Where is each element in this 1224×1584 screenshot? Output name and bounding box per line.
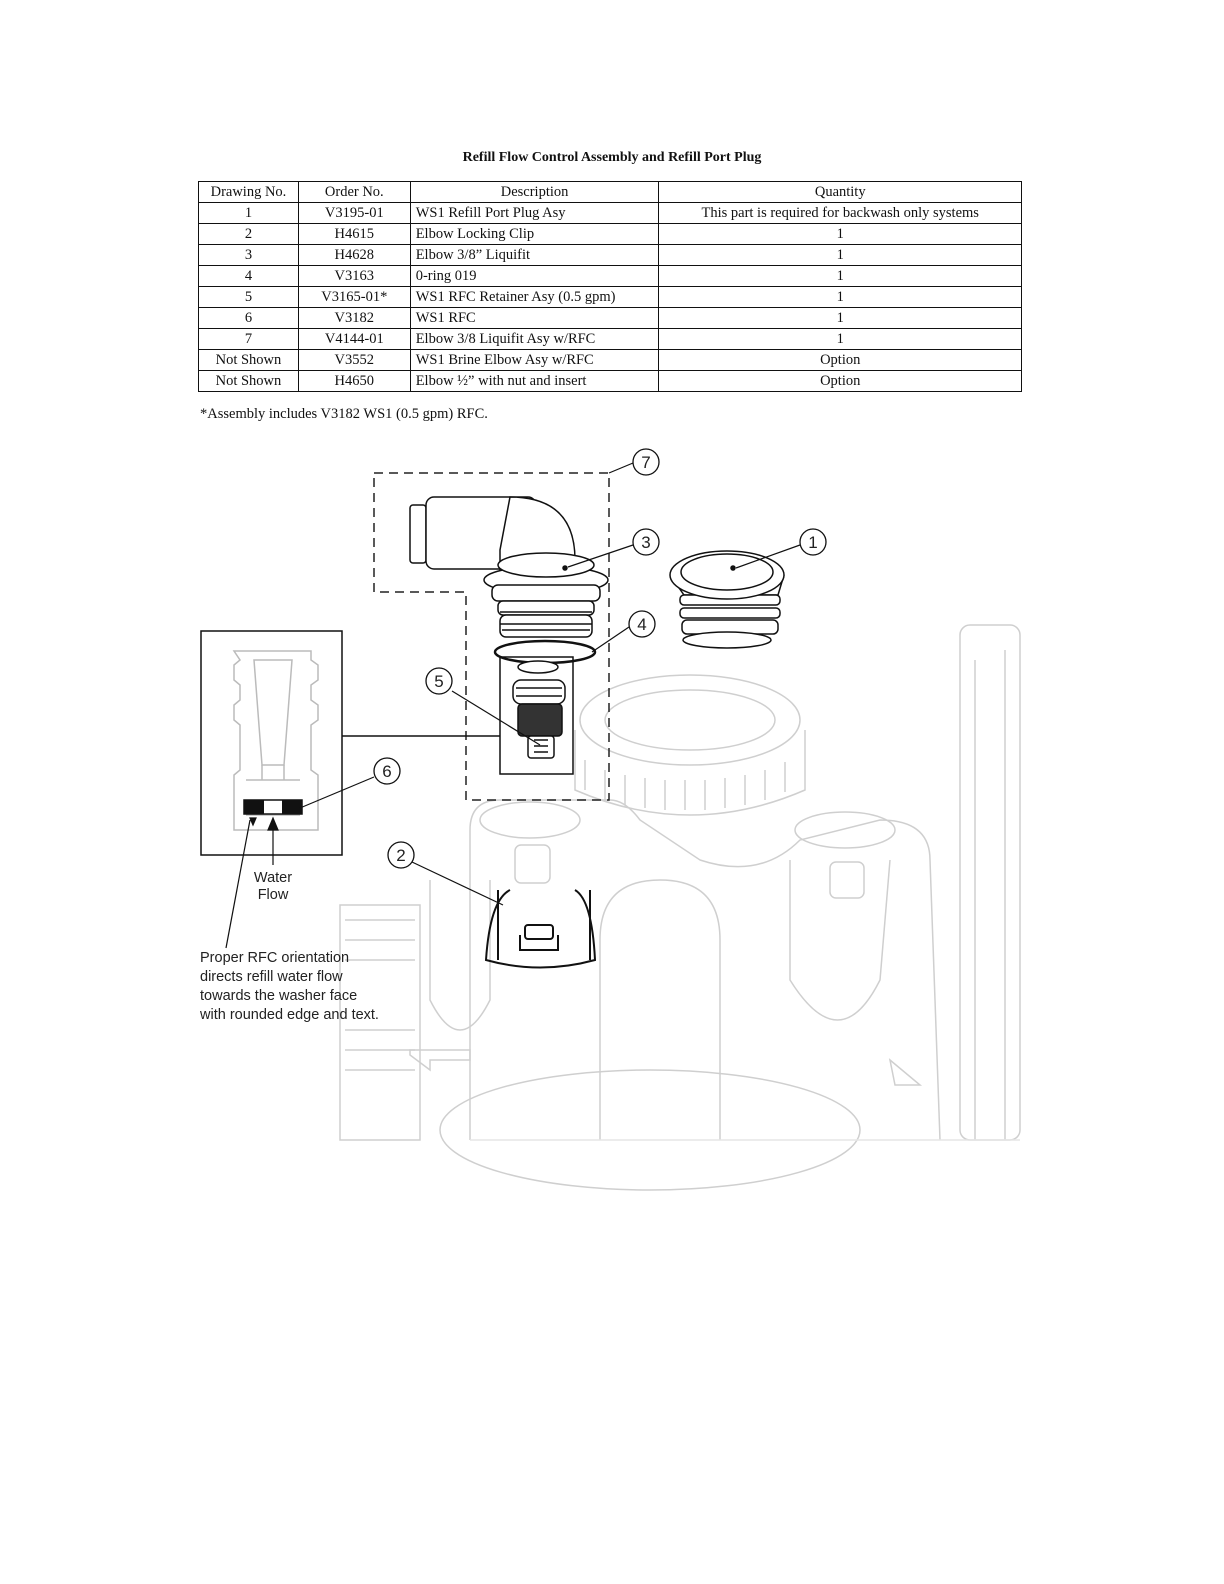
elbow-locking-clip-part [486, 890, 595, 968]
cell-order-no: V3163 [298, 266, 410, 287]
cell-drawing-no: 2 [199, 224, 299, 245]
callout-7 [633, 449, 659, 475]
callout-2 [388, 842, 414, 868]
elbow-part [410, 497, 608, 637]
cell-quantity: 1 [659, 287, 1022, 308]
cell-drawing-no: Not Shown [199, 350, 299, 371]
cell-drawing-no: Not Shown [199, 371, 299, 392]
svg-text:6: 6 [382, 762, 392, 781]
cell-order-no: V3165-01* [298, 287, 410, 308]
page-title: Refill Flow Control Assembly and Refill Port Plug [462, 150, 762, 165]
cell-description: Elbow Locking Clip [410, 224, 659, 245]
cell-order-no: V3552 [298, 350, 410, 371]
header-quantity: Quantity [659, 182, 1022, 203]
orientation-note-line2: directs refill water flow [200, 969, 343, 985]
svg-text:7: 7 [641, 453, 651, 472]
orientation-note-line4: with rounded edge and text. [200, 1007, 379, 1023]
o-ring-part [495, 641, 595, 663]
cell-quantity: 1 [659, 224, 1022, 245]
cell-order-no: V4144-01 [298, 329, 410, 350]
callout-1 [800, 529, 826, 555]
cell-quantity: 1 [659, 308, 1022, 329]
cell-order-no: H4650 [298, 371, 410, 392]
cell-description: WS1 Brine Elbow Asy w/RFC [410, 350, 659, 371]
header-order-no: Order No. [298, 182, 410, 203]
cell-order-no: H4615 [298, 224, 410, 245]
cell-quantity: 1 [659, 266, 1022, 287]
cell-description: 0-ring 019 [410, 266, 659, 287]
water-flow-label-line2: Flow [257, 887, 289, 903]
cell-order-no: H4628 [298, 245, 410, 266]
cell-drawing-no: 1 [199, 203, 299, 224]
cell-drawing-no: 6 [199, 308, 299, 329]
rfc-washer [244, 800, 302, 814]
cell-drawing-no: 7 [199, 329, 299, 350]
cell-quantity: 1 [659, 329, 1022, 350]
cell-description: Elbow ½” with nut and insert [410, 371, 659, 392]
svg-text:4: 4 [637, 615, 647, 634]
svg-text:3: 3 [641, 533, 651, 552]
rfc-retainer-part [513, 661, 565, 758]
cell-order-no: V3182 [298, 308, 410, 329]
cell-quantity: 1 [659, 245, 1022, 266]
cell-description: Elbow 3/8” Liquifit [410, 245, 659, 266]
cell-description: WS1 Refill Port Plug Asy [410, 203, 659, 224]
cell-description: Elbow 3/8 Liquifit Asy w/RFC [410, 329, 659, 350]
cell-quantity: This part is required for backwash only systems [659, 203, 1022, 224]
callout-6 [374, 758, 400, 784]
callout-5 [426, 668, 452, 694]
cell-drawing-no: 3 [199, 245, 299, 266]
svg-text:1: 1 [808, 533, 818, 552]
valve-body-drawing [340, 625, 1020, 1190]
header-drawing-no: Drawing No. [199, 182, 299, 203]
callout-3 [633, 529, 659, 555]
table-footnote: *Assembly includes V3182 WS1 (0.5 gpm) RFC. [200, 406, 488, 422]
orientation-note-line1: Proper RFC orientation [200, 950, 350, 966]
cell-drawing-no: 5 [199, 287, 299, 308]
svg-text:2: 2 [396, 846, 406, 865]
water-flow-arrow [250, 818, 278, 865]
header-description: Description [410, 182, 659, 203]
cell-drawing-no: 4 [199, 266, 299, 287]
cell-order-no: V3195-01 [298, 203, 410, 224]
refill-port-plug-part [670, 551, 784, 648]
orientation-note-line3: towards the washer face [200, 988, 358, 1004]
cell-quantity: Option [659, 350, 1022, 371]
cell-description: WS1 RFC [410, 308, 659, 329]
water-flow-label-line1: Water [253, 870, 293, 886]
cell-quantity: Option [659, 371, 1022, 392]
callout-4 [629, 611, 655, 637]
svg-text:5: 5 [434, 672, 444, 691]
cell-description: WS1 RFC Retainer Asy (0.5 gpm) [410, 287, 659, 308]
